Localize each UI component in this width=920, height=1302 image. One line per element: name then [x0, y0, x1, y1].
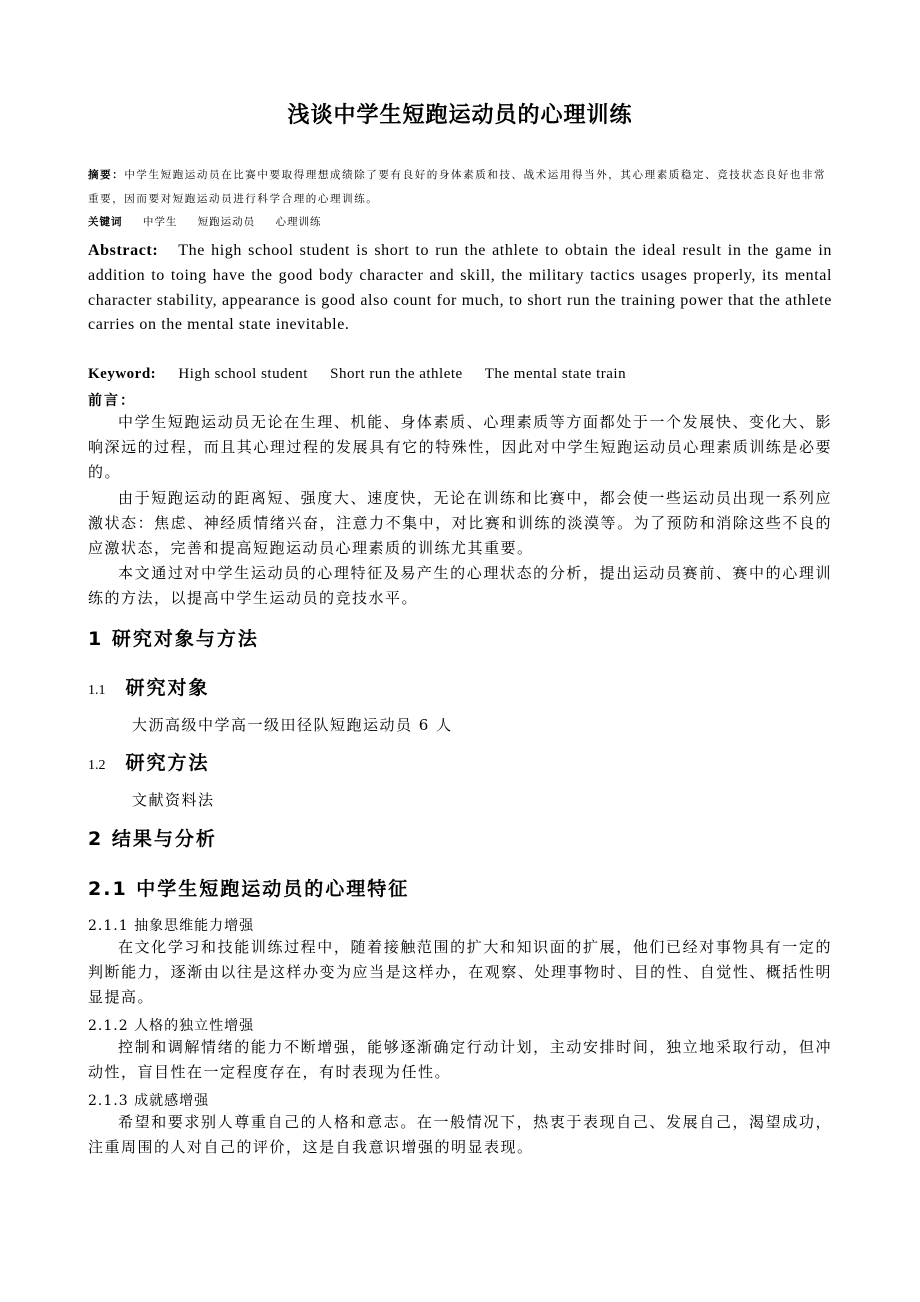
keywords-cn [88, 214, 338, 229]
section-1-1-heading [88, 673, 210, 700]
preface-paragraph-3: 本文通过对中学生运动员的心理特征及易产生的心理状态的分析，提出运动员赛前、赛中的心理训练的方法，以提高中学生运动员的竞技水平。 [88, 564, 832, 607]
section-1-heading: 1 研究对象与方法 [88, 628, 259, 650]
section-2-1-heading: 2.1 中学生短跑运动员的心理特征 [88, 878, 410, 900]
section-1-2-title: 研究方法 [125, 752, 210, 774]
keyword-en-item: High school student [178, 366, 308, 382]
preface-heading: 前言： [88, 393, 136, 409]
abstract-cn-label: 摘要： [88, 169, 125, 181]
section-2-1-3-heading: 2.1.3 成就感增强 [88, 1093, 210, 1109]
section-2-heading: 2 结果与分析 [88, 828, 217, 850]
section-1-2-number: 1.2 [88, 758, 106, 773]
preface-paragraph-2: 由于短跑运动的距离短、强度大、速度快，无论在训练和比赛中，都会使一些运动员出现一系列应激状态：焦虑、神经质情绪兴奋，注意力不集中，对比赛和训练的淡漠等。为了预防和消除这些不良的应激状态，完善和提高短跑运动员心理素质的训练尤其重要。 [88, 489, 832, 557]
abstract-en-text: The high school student is short to run the athlete to obtain the ideal result in the game in addition to toing have the good body character and skill, the military tactics usages properly, its mental character stability, appearance is good also count for much, to short run the training power that the athlete carries on the mental state inevitable. [88, 242, 832, 334]
keyword-en-item: Short run the athlete [330, 366, 463, 382]
abstract-cn [88, 163, 832, 211]
section-1-2-text: 文献资料法 [132, 791, 215, 809]
keyword-cn-item: 短跑运动员 [197, 216, 256, 228]
section-1-1-number: 1.1 [88, 683, 106, 698]
abstract-en [88, 239, 832, 338]
section-1-2-heading [88, 748, 210, 775]
section-2-1-2-heading: 2.1.2 人格的独立性增强 [88, 1018, 255, 1034]
section-1-1-text: 大沥高级中学高一级田径队短跑运动员 6 人 [132, 716, 453, 734]
abstract-cn-text: 中学生短跑运动员在比赛中要取得理想成绩除了要有良好的身体素质和技、战术运用得当外，其心理素质稳定、竞技状态良好也非常重要，因而要对短跑运动员进行科学合理的心理训练。 [88, 169, 827, 205]
keyword-cn-item: 心理训练 [275, 216, 322, 228]
keyword-cn-item: 中学生 [142, 216, 178, 228]
page-title: 浅谈中学生短跑运动员的心理训练 [287, 103, 633, 128]
preface-paragraph-1: 中学生短跑运动员无论在生理、机能、身体素质、心理素质等方面都处于一个发展快、变化大、影响深远的过程，而且其心理过程的发展具有它的特殊性，因此对中学生短跑运动员心理素质训练是必要的。 [88, 413, 832, 481]
keywords-en-label: Keyword: [88, 366, 157, 382]
section-2-1-1-heading: 2.1.1 抽象思维能力增强 [88, 918, 255, 934]
section-2-1-3-text: 希望和要求别人尊重自己的人格和意志。在一般情况下，热衷于表现自己、发展自己，渴望成功，注重周围的人对自己的评价，这是自我意识增强的明显表现。 [88, 1113, 832, 1156]
section-2-1-2-text: 控制和调解情绪的能力不断增强，能够逐渐确定行动计划，主动安排时间，独立地采取行动，但冲动性，盲目性在一定程度存在，有时表现为任性。 [88, 1038, 832, 1081]
keywords-en [88, 366, 644, 383]
keywords-cn-label: 关键词 [88, 216, 123, 228]
section-1-1-title: 研究对象 [125, 677, 210, 699]
keyword-en-item: The mental state train [484, 366, 627, 382]
section-2-1-1-text: 在文化学习和技能训练过程中，随着接触范围的扩大和知识面的扩展，他们已经对事物具有一定的判断能力，逐渐由以往是这样办变为应当是这样办，在观察、处理事物时、目的性、自觉性、概括性明显提高。 [88, 938, 832, 1006]
abstract-en-label: Abstract: [88, 242, 159, 259]
